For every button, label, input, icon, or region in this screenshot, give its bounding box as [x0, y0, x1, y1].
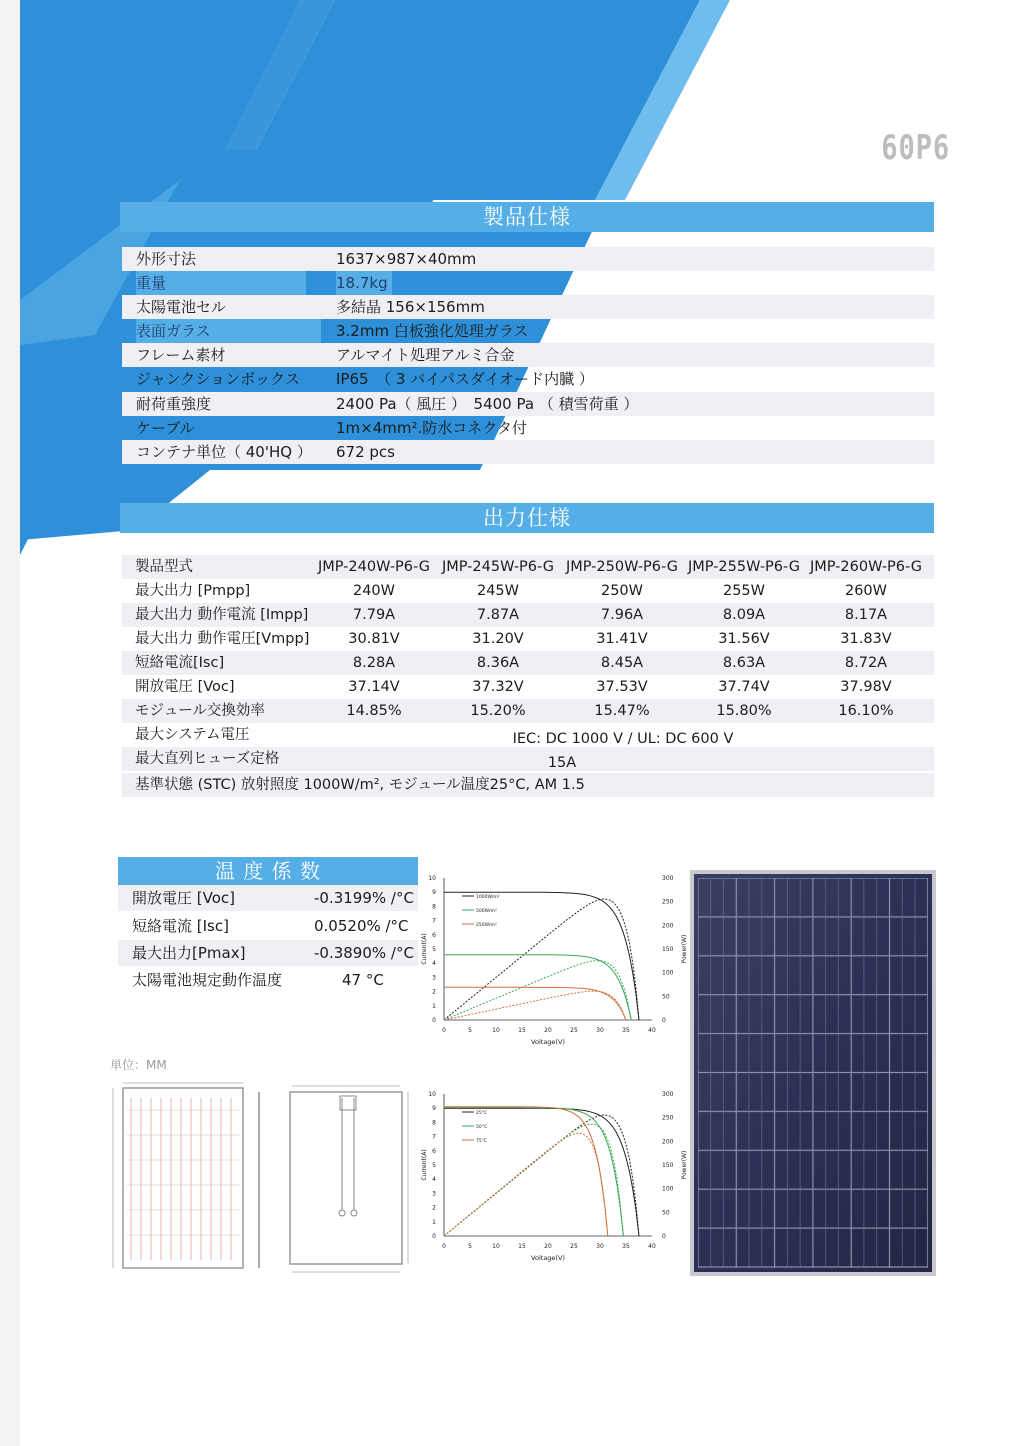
spec-row-container — [122, 440, 934, 464]
output-cell: 250W — [600, 583, 643, 599]
output-cell: 31.83V — [840, 631, 892, 647]
y-tick-label: 1 — [432, 1002, 436, 1010]
output-cell: 8.36A — [476, 655, 520, 671]
iv-curve-2 — [444, 987, 626, 1020]
output-label: モジュール交換効率 — [135, 703, 265, 719]
y-tick-label: 4 — [432, 1176, 436, 1184]
temp-label: 短絡電流 [Isc] — [132, 917, 229, 935]
legend-label: 75°C — [476, 1139, 488, 1144]
temp-value: -0.3199% /°C — [314, 889, 414, 907]
output-row-isc — [122, 651, 934, 675]
iv-chart-irradiance — [418, 866, 688, 1056]
output-label: 最大出力 動作電流 [Impp] — [135, 607, 309, 623]
panel-front-drawing — [105, 1080, 265, 1280]
y-tick-label: 8 — [432, 1119, 436, 1127]
unit-note: 単位：MM — [110, 1058, 167, 1072]
output-cell: 37.14V — [348, 679, 400, 695]
y-tick-label: 8 — [432, 903, 436, 911]
y-tick-label: 7 — [432, 917, 436, 925]
y2-tick-label: 150 — [662, 946, 674, 953]
y2-tick-label: 100 — [662, 969, 674, 977]
spec-row-frame — [122, 343, 934, 367]
y2-axis-label: Power(W) — [681, 934, 688, 964]
output-cell: 15.80% — [716, 703, 772, 719]
spec-label: 耐荷重強度 — [136, 395, 212, 413]
spec-value: 18.7kg — [336, 271, 392, 295]
output-row-fuse — [122, 747, 934, 771]
y-tick-label: 1 — [432, 1218, 436, 1226]
spec-value: 2400 Pa（ 風圧 ） 5400 Pa （ 積雪荷重 ） — [336, 395, 639, 413]
spec-row-weight — [122, 271, 934, 295]
model-name: JMP-240W-P6-G — [317, 559, 431, 575]
output-cell: 7.79A — [352, 607, 396, 623]
output-label: 最大直列ヒューズ定格 — [135, 751, 280, 767]
spec-row-cell — [122, 295, 934, 319]
y2-tick-label: 300 — [662, 875, 674, 882]
spec-value: 672 pcs — [336, 443, 395, 461]
model-name: JMP-245W-P6-G — [441, 559, 555, 575]
fuse-value: 15A — [547, 755, 577, 771]
output-cell: 8.72A — [844, 655, 888, 671]
output-cell: 240W — [352, 583, 395, 599]
temp-row-voc — [118, 885, 418, 911]
spec-row-glass — [122, 319, 934, 343]
x-tick-label: 0 — [442, 1243, 446, 1250]
x-tick-label: 10 — [492, 1027, 500, 1034]
y-tick-label: 2 — [432, 988, 436, 996]
spec-row-cable — [122, 416, 934, 440]
spec-label: 表面ガラス — [136, 319, 321, 343]
y-tick-label: 3 — [432, 1190, 436, 1198]
y2-tick-label: 200 — [662, 922, 674, 930]
spec-row-junction-box — [122, 367, 934, 391]
y-tick-label: 3 — [432, 974, 436, 982]
temp-value: 47 °C — [342, 971, 384, 989]
output-label: 最大出力 動作電圧[Vmpp] — [135, 631, 310, 647]
temp-row-isc — [118, 913, 418, 939]
output-cell: 260W — [844, 583, 887, 599]
stc-note: 基準状態 (STC) 放射照度 1000W/m², モジュール温度25°C, AM 1.5 — [135, 777, 585, 793]
y-tick-label: 6 — [432, 1147, 436, 1155]
output-label: 製品型式 — [135, 559, 193, 575]
output-row-efficiency — [122, 699, 934, 723]
x-tick-label: 20 — [544, 1027, 552, 1034]
output-label: 短絡電流[Isc] — [135, 655, 225, 671]
spec-label: 外形寸法 — [136, 250, 197, 268]
y-tick-label: 2 — [432, 1204, 436, 1212]
y-tick-label: 10 — [428, 875, 436, 882]
pv-curve-0 — [444, 1115, 639, 1236]
output-row-stc — [122, 773, 934, 797]
x-tick-label: 10 — [492, 1243, 500, 1250]
model-name: JMP-260W-P6-G — [809, 559, 923, 575]
y-tick-label: 9 — [432, 889, 436, 897]
x-tick-label: 40 — [648, 1243, 656, 1250]
output-cell: 8.28A — [352, 655, 396, 671]
output-cell: 245W — [476, 583, 519, 599]
temp-label: 太陽電池規定動作温度 — [132, 971, 283, 989]
pv-curve-2 — [444, 1133, 608, 1236]
y2-tick-label: 50 — [662, 1209, 670, 1217]
output-cell: 8.45A — [600, 655, 644, 671]
output-row-vmpp — [122, 627, 934, 651]
y2-tick-label: 150 — [662, 1162, 674, 1169]
model-name: JMP-255W-P6-G — [687, 559, 801, 575]
output-cell: 31.20V — [472, 631, 524, 647]
output-cell: 14.85% — [346, 703, 402, 719]
output-cell: 7.96A — [600, 607, 644, 623]
system-voltage-value: IEC: DC 1000 V / UL: DC 600 V — [512, 731, 734, 747]
model-name: JMP-250W-P6-G — [565, 559, 679, 575]
y-tick-label: 6 — [432, 931, 436, 939]
spec-row-load — [122, 392, 934, 416]
y-tick-label: 5 — [432, 1162, 436, 1169]
spec-value: 1m×4mm².防水コネクタ付 — [336, 419, 527, 437]
y-tick-label: 9 — [432, 1105, 436, 1113]
spec-value: 多結晶 156×156mm — [336, 298, 485, 316]
spec-label: 太陽電池セル — [136, 298, 227, 316]
temp-value: -0.3890% /°C — [314, 944, 414, 962]
x-tick-label: 20 — [544, 1243, 552, 1250]
x-tick-label: 35 — [622, 1243, 630, 1250]
y-axis-label: Current(A) — [421, 1149, 428, 1181]
y-tick-label: 7 — [432, 1133, 436, 1141]
output-cell: 16.10% — [838, 703, 894, 719]
y2-tick-label: 0 — [662, 1017, 666, 1024]
output-cell: 15.47% — [594, 703, 650, 719]
legend-label: 25°C — [476, 1111, 488, 1116]
iv-curve-0 — [444, 1108, 639, 1236]
y2-tick-label: 0 — [662, 1233, 666, 1240]
output-cell: 8.63A — [722, 655, 766, 671]
legend-label: 500W/m² — [476, 909, 497, 914]
output-cell: 37.32V — [472, 679, 524, 695]
x-tick-label: 15 — [518, 1027, 526, 1034]
spec-value: 1637×987×40mm — [336, 250, 477, 268]
y-tick-label: 5 — [432, 946, 436, 953]
product-spec-header: 製品仕様 — [120, 202, 934, 232]
iv-chart-temperature — [418, 1082, 688, 1272]
spec-label: 重量 — [136, 271, 306, 295]
x-tick-label: 30 — [596, 1243, 604, 1250]
temp-label: 開放電圧 [Voc] — [132, 889, 235, 907]
y2-tick-label: 300 — [662, 1091, 674, 1098]
output-cell: 7.87A — [476, 607, 520, 623]
model-code: 60P6 — [881, 128, 950, 168]
pv-curve-0 — [444, 899, 639, 1020]
y-tick-label: 10 — [428, 1091, 436, 1098]
spec-value: IP65 （ 3 バイパスダイオード内臓 ） — [336, 370, 594, 388]
temp-value: 0.0520% /°C — [314, 917, 409, 935]
spec-value: アルマイト処理アルミ合金 — [336, 346, 515, 364]
output-row-models — [122, 555, 934, 579]
x-tick-label: 25 — [570, 1243, 578, 1250]
iv-curve-1 — [444, 1108, 623, 1237]
spec-label: コンテナ単位（ 40'HQ ） — [136, 443, 312, 461]
output-spec-header: 出力仕様 — [120, 503, 934, 533]
output-cell: 37.98V — [840, 679, 892, 695]
output-label: 開放電圧 [Voc] — [135, 679, 235, 695]
x-tick-label: 30 — [596, 1027, 604, 1034]
spec-label: フレーム素材 — [136, 346, 226, 364]
output-cell: 255W — [722, 583, 765, 599]
x-tick-label: 0 — [442, 1027, 446, 1034]
spec-value: 3.2mm 白板強化処理ガラス — [336, 322, 529, 340]
output-cell: 15.20% — [470, 703, 526, 719]
spec-row-dimensions — [122, 247, 934, 271]
x-axis-label: Voltage(V) — [531, 1254, 565, 1262]
x-tick-label: 5 — [468, 1243, 472, 1250]
output-label: 最大システム電圧 — [135, 727, 250, 743]
iv-curve-0 — [444, 892, 639, 1020]
y-tick-label: 4 — [432, 960, 436, 968]
output-row-system-voltage — [122, 723, 934, 747]
temp-row-noct — [118, 967, 418, 993]
x-axis-label: Voltage(V) — [531, 1038, 565, 1046]
y2-tick-label: 250 — [662, 1114, 674, 1122]
output-row-voc — [122, 675, 934, 699]
legend-label: 250W/m² — [476, 923, 497, 928]
output-label: 最大出力 [Pmpp] — [135, 583, 251, 599]
output-cell: 8.09A — [722, 607, 766, 623]
y-tick-label: 0 — [432, 1017, 436, 1024]
pv-curve-1 — [444, 961, 631, 1020]
output-cell: 31.56V — [718, 631, 770, 647]
y-axis-label: Current(A) — [421, 933, 428, 965]
output-cell: 31.41V — [596, 631, 648, 647]
temp-row-pmax — [118, 940, 418, 966]
spec-label: ジャンクションボックス — [136, 370, 300, 388]
temperature-header: 温 度 係 数 — [118, 857, 418, 885]
output-cell: 30.81V — [348, 631, 400, 647]
output-cell: 37.74V — [718, 679, 770, 695]
output-row-pmpp — [122, 579, 934, 603]
spec-label: ケーブル — [136, 419, 195, 437]
y2-tick-label: 250 — [662, 898, 674, 906]
temp-label: 最大出力[Pmax] — [132, 944, 246, 962]
output-cell: 8.17A — [844, 607, 888, 623]
x-tick-label: 40 — [648, 1027, 656, 1034]
y2-axis-label: Power(W) — [681, 1150, 688, 1180]
output-cell: 37.53V — [596, 679, 648, 695]
x-tick-label: 35 — [622, 1027, 630, 1034]
legend-label: 1000W/m² — [476, 895, 500, 900]
y2-tick-label: 200 — [662, 1138, 674, 1146]
pv-curve-2 — [444, 991, 626, 1020]
solar-panel-photo — [690, 870, 936, 1276]
y-tick-label: 0 — [432, 1233, 436, 1240]
x-tick-label: 15 — [518, 1243, 526, 1250]
output-row-impp — [122, 603, 934, 627]
pv-curve-1 — [444, 1124, 623, 1236]
x-tick-label: 5 — [468, 1027, 472, 1034]
x-tick-label: 25 — [570, 1027, 578, 1034]
panel-back-drawing — [270, 1080, 420, 1280]
y2-tick-label: 100 — [662, 1185, 674, 1193]
y2-tick-label: 50 — [662, 993, 670, 1001]
legend-label: 50°C — [476, 1125, 488, 1130]
